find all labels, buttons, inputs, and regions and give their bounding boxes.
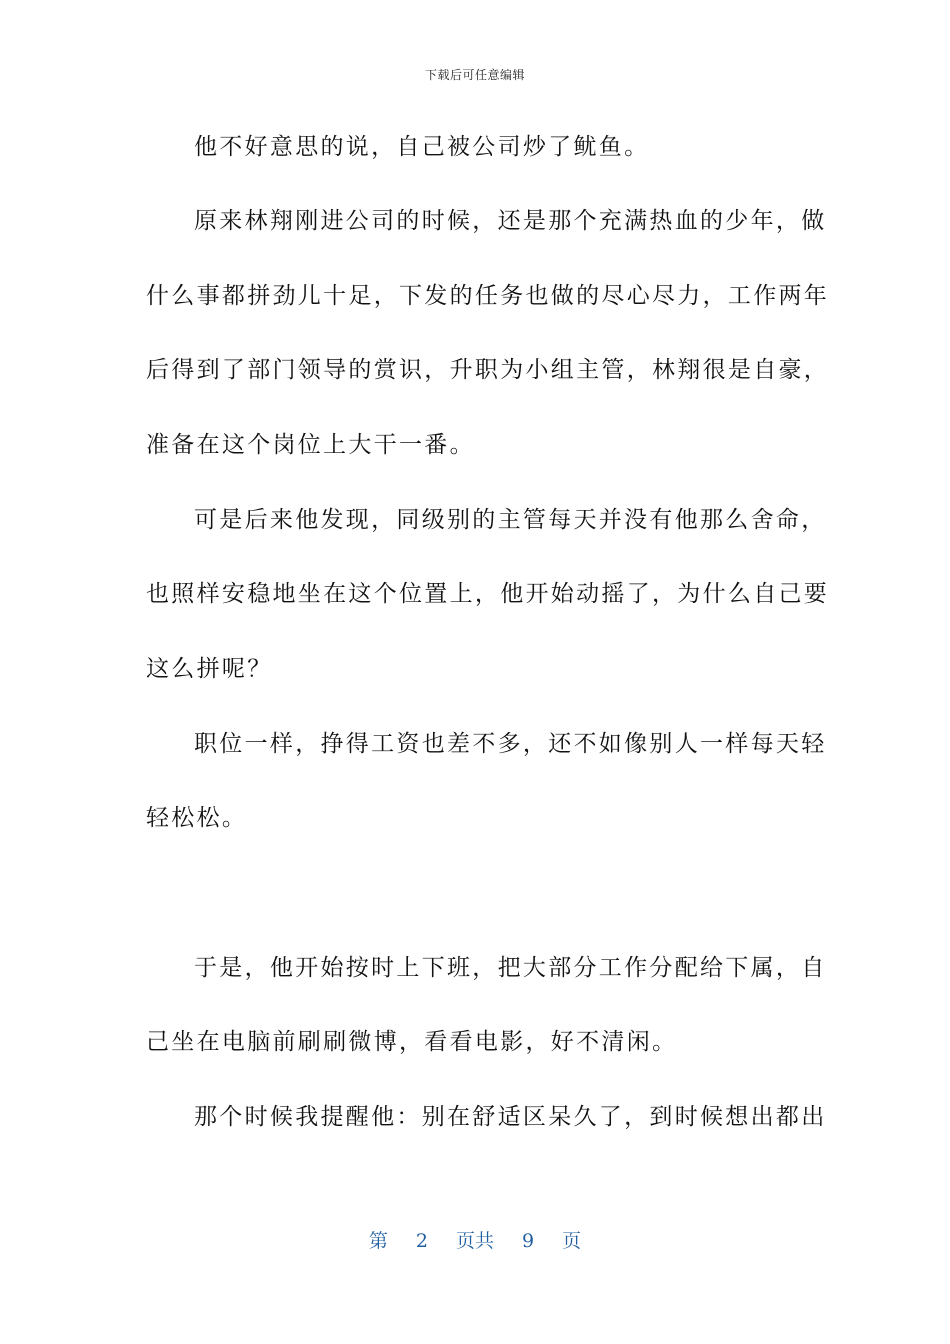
footer-prefix: 第 — [368, 1230, 388, 1252]
body-line-4: 后得到了部门领导的赏识，升职为小组主管，林翔很是自豪， — [146, 357, 830, 383]
body-line-6: 可是后来他发现，同级别的主管每天并没有他那么舍命， — [194, 507, 827, 533]
footer-total-pages: 9 — [522, 1230, 535, 1252]
body-line-13: 那个时候我提醒他：别在舒适区呆久了，到时候想出都出 — [194, 1104, 827, 1130]
body-line-3: 什么事都拼劲儿十足，下发的任务也做的尽心尽力，工作两年 — [146, 283, 830, 309]
body-line-8: 这么拼呢？ — [146, 656, 273, 682]
page-number-footer — [0, 1226, 950, 1253]
body-line-5: 准备在这个岗位上大干一番。 — [146, 432, 475, 458]
footer-current-page: 2 — [415, 1230, 428, 1252]
body-line-2: 原来林翔刚进公司的时候，还是那个充满热血的少年，做 — [194, 208, 827, 234]
footer-middle: 页共 — [455, 1230, 494, 1252]
page-header: 下载后可任意编辑 — [424, 68, 525, 82]
body-line-7: 也照样安稳地坐在这个位置上，他开始动摇了，为什么自己要 — [146, 581, 830, 607]
body-line-12: 己坐在电脑前刷刷微博，看看电影，好不清闲。 — [146, 1029, 678, 1055]
body-line-10: 轻松松。 — [146, 805, 248, 831]
footer-suffix: 页 — [562, 1230, 582, 1252]
body-line-9: 职位一样，挣得工资也差不多，还不如像别人一样每天轻 — [194, 731, 827, 757]
body-line-11: 于是，他开始按时上下班，把大部分工作分配给下属，自 — [194, 955, 827, 981]
body-line-1: 他不好意思的说，自己被公司炒了鱿鱼。 — [194, 134, 650, 160]
